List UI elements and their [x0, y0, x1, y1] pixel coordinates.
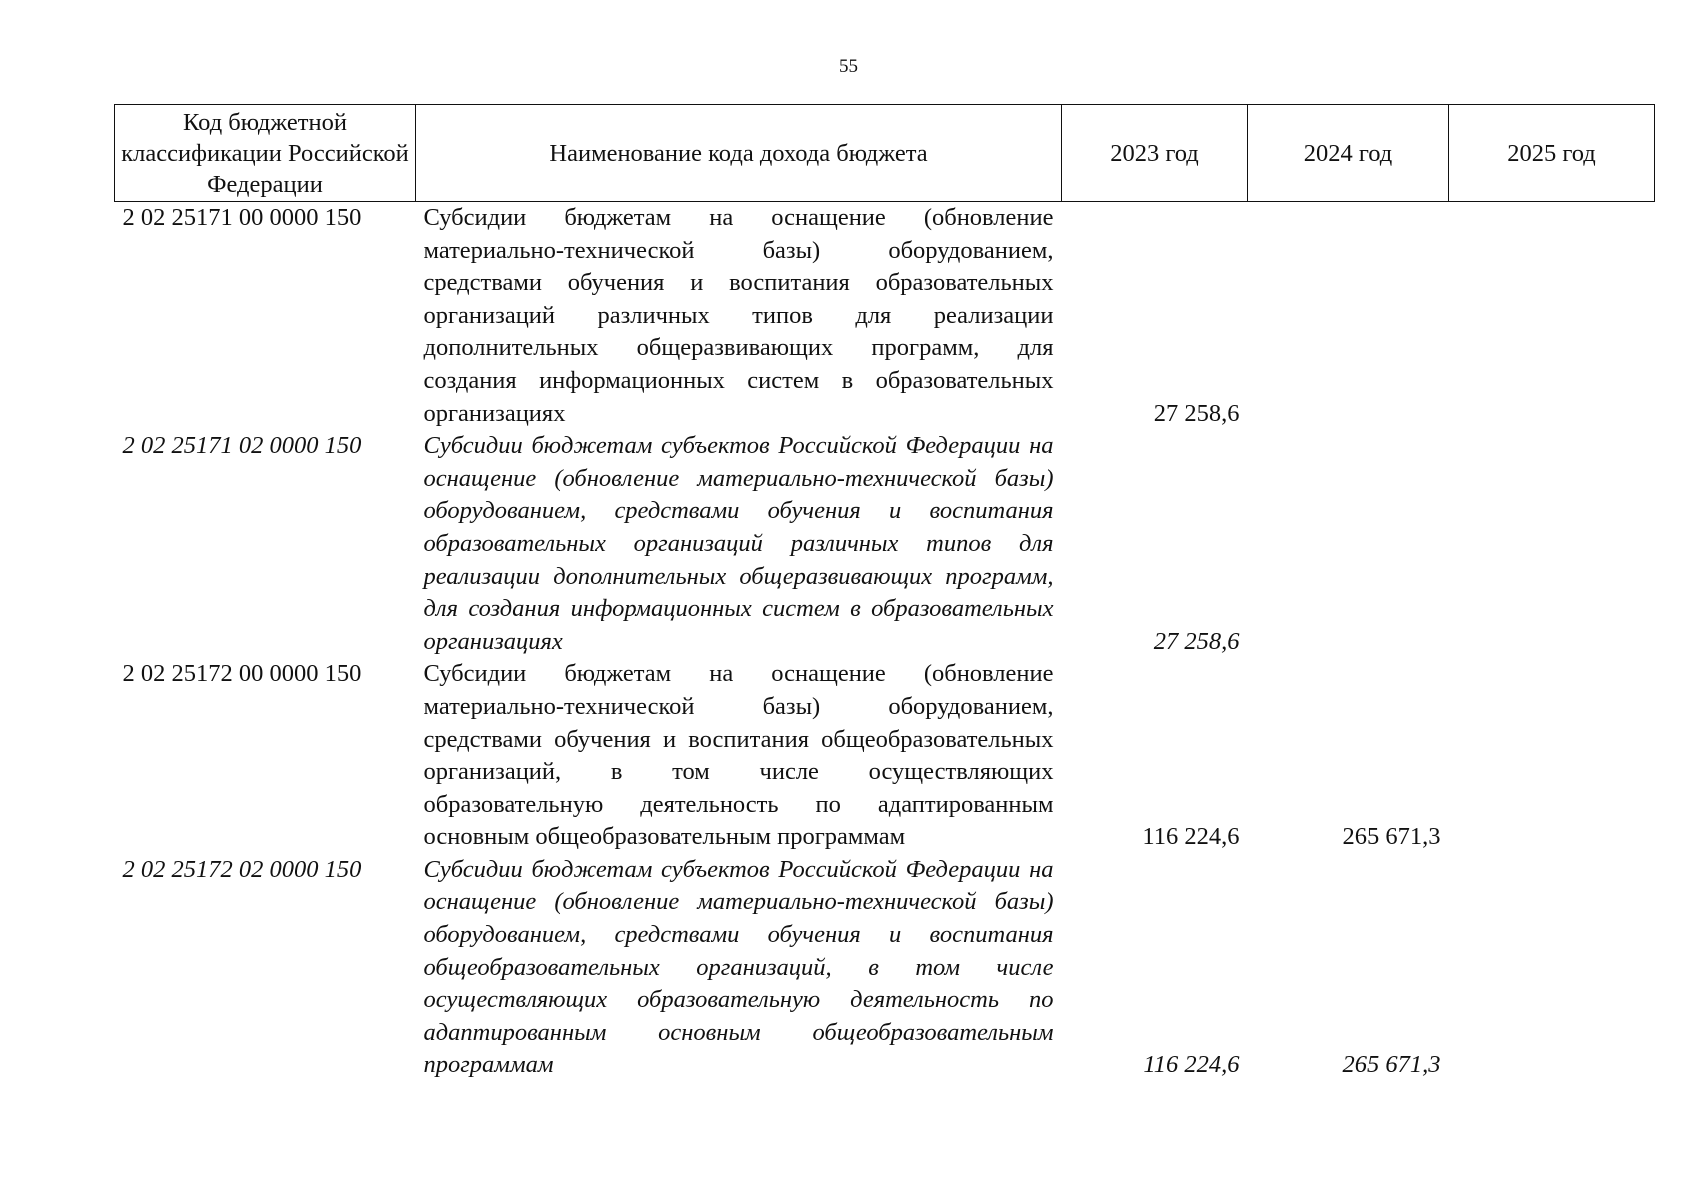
- row-2024: 265 671,3: [1342, 1051, 1441, 1079]
- row-2025: [1449, 202, 1655, 431]
- header-2024: 2024 год: [1248, 105, 1449, 202]
- table-row: [115, 854, 1655, 1082]
- header-2023: 2023 год: [1062, 105, 1248, 202]
- header-name: Наименование кода дохода бюджета: [416, 105, 1062, 202]
- row-name: Субсидии бюджетам субъектов Российской Федерации на оснащение (обновление материально-технической базы) оборудованием, средствами обучения и воспитания общеобразовательных организаций, в том числе осуществляющих образовательную деятельность по адаптированным основным общеобразовательным программам: [423, 855, 1054, 1079]
- table-row: [115, 202, 1655, 431]
- row-code: 2 02 25171 00 0000 150: [122, 204, 362, 231]
- row-2024: 265 671,3: [1342, 823, 1441, 851]
- budget-revenue-table: [114, 104, 1655, 1082]
- row-code: 2 02 25171 02 0000 150: [122, 432, 362, 460]
- row-code: 2 02 25172 02 0000 150: [122, 855, 362, 883]
- row-name: Субсидии бюджетам на оснащение (обновление материально-технической базы) оборудованием, средствами обучения и воспитания образовательных организаций различных типов для реализации дополнительных общеразвивающих программ, для создания информационных систем в образовательных организациях: [423, 204, 1054, 427]
- row-2024: [1248, 430, 1449, 658]
- row-2023: 27 258,6: [1153, 627, 1240, 655]
- table-row: [115, 658, 1655, 854]
- row-2023: 27 258,6: [1153, 399, 1240, 427]
- row-name: Субсидии бюджетам субъектов Российской Федерации на оснащение (обновление материально-технической базы) оборудованием, средствами обучения и воспитания образовательных организаций различных типов для реализации дополнительных общеразвивающих программ, для создания информационных систем в образовательных организациях: [423, 432, 1054, 655]
- row-code: 2 02 25172 00 0000 150: [122, 660, 362, 688]
- row-2025: [1449, 430, 1655, 658]
- row-2025: [1449, 658, 1655, 854]
- table-row: [115, 430, 1655, 658]
- header-code: Код бюджетной классификации Российской Федерации: [115, 105, 416, 202]
- row-2024: [1248, 202, 1449, 431]
- table-header: [115, 105, 1655, 202]
- table-body: [115, 202, 1655, 1083]
- header-2025: 2025 год: [1449, 105, 1655, 202]
- row-2025: [1449, 854, 1655, 1082]
- row-2023: 116 224,6: [1143, 1051, 1240, 1079]
- row-2023: 116 224,6: [1142, 823, 1240, 851]
- page-number: 55: [839, 56, 858, 77]
- row-name: Субсидии бюджетам на оснащение (обновление материально-технической базы) оборудованием, средствами обучения и воспитания общеобразовательных организаций, в том числе осуществляющих образовательную деятельность по адаптированным основным общеобразовательным программам: [423, 660, 1054, 851]
- header-row: [115, 105, 1655, 202]
